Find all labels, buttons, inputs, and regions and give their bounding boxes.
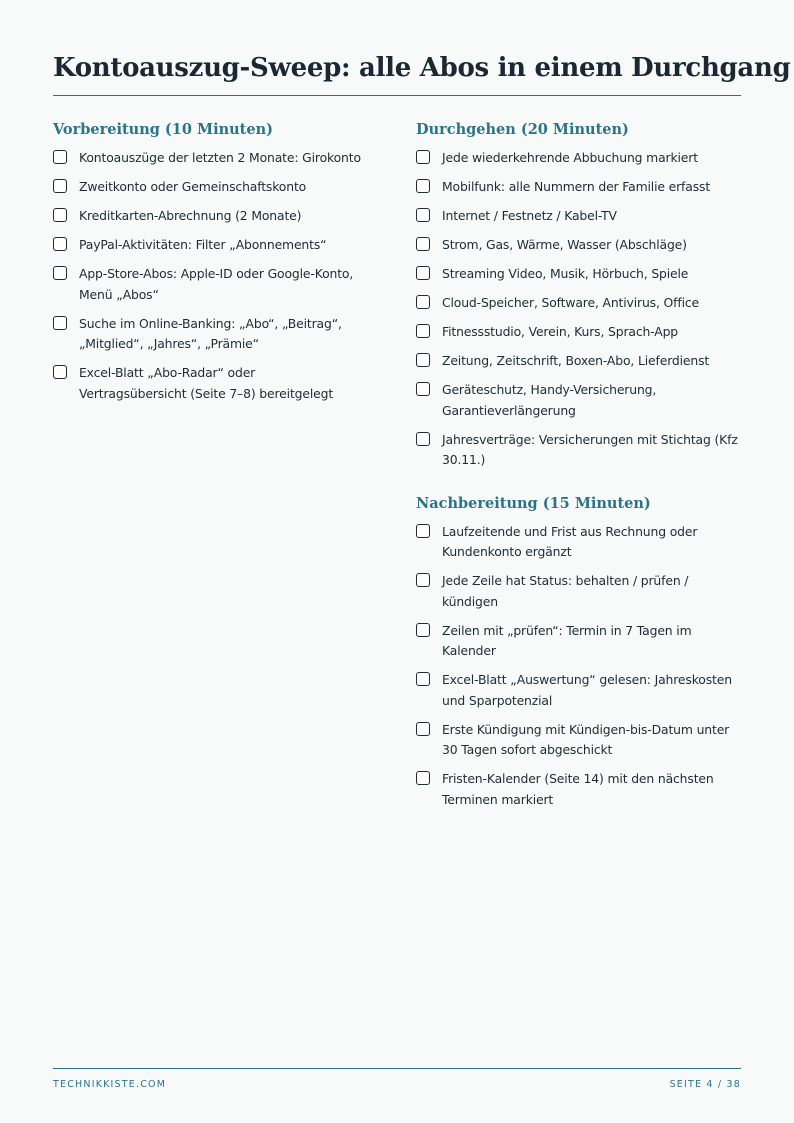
checklist-item-label: Cloud-Speicher, Software, Antivirus, Office [442,295,700,310]
checkbox[interactable] [53,179,67,193]
checkbox[interactable] [416,623,430,637]
checkbox[interactable] [416,771,430,785]
checkbox[interactable] [53,208,67,222]
checklist-item [416,264,741,285]
checkbox[interactable] [416,150,430,164]
checklist-item [416,522,741,563]
checkbox[interactable] [416,179,430,193]
checklist-item [416,720,741,761]
checklist-item [416,177,741,198]
checklist-item-label: Zweitkonto oder Gemeinschaftskonto [79,179,307,194]
page-title: Kontoauszug-Sweep: alle Abos in einem Durchgang [53,53,791,83]
checklist-item [416,380,741,421]
checklist [416,148,741,471]
checklist [53,148,363,404]
footer-page-number: SEITE 4 / 38 [669,1079,741,1090]
checkbox[interactable] [416,324,430,338]
left-column [53,120,363,413]
checklist-item-label: Jede wiederkehrende Abbuchung markiert [442,150,698,165]
checklist-item [416,769,741,810]
checklist-item-label: Mobilfunk: alle Nummern der Familie erfasst [442,179,711,194]
checkbox[interactable] [53,316,67,330]
checklist-item-label: Jahresverträge: Versicherungen mit Stichtag (Kfz 30.11.) [442,431,738,467]
checkbox[interactable] [416,353,430,367]
checklist-item [416,670,741,711]
checklist-item [416,351,741,372]
checklist-item-label: Internet / Festnetz / Kabel-TV [442,208,617,223]
checklist-item-label: PayPal-Aktivitäten: Filter „Abonnements“ [79,237,327,252]
checklist-item-label: Strom, Gas, Wärme, Wasser (Abschläge) [442,237,687,252]
checklist-item-label: Kontoauszüge der letzten 2 Monate: Girokonto [79,150,361,165]
checklist-item [53,148,363,169]
checkbox[interactable] [53,266,67,280]
title-divider [53,95,741,96]
checklist-section [416,120,741,471]
footer-divider [53,1068,741,1069]
checklist-item [53,206,363,227]
checklist-item [53,264,363,305]
checkbox[interactable] [416,432,430,446]
checklist-section [416,494,741,811]
checklist-item [416,322,741,343]
checklist-item [53,314,363,355]
checklist-section [53,120,363,404]
checklist-item-label: App-Store-Abos: Apple-ID oder Google-Konto, Menü „Abos“ [79,266,354,302]
section-heading: Nachbereitung (15 Minuten) [416,494,651,512]
checklist-item-label: Streaming Video, Musik, Hörbuch, Spiele [442,266,689,281]
page [53,0,791,1123]
checkbox[interactable] [53,237,67,251]
checklist [416,522,741,811]
checklist-item-label: Zeilen mit „prüfen“: Termin in 7 Tagen im Kalender [442,622,692,658]
checkbox[interactable] [416,382,430,396]
checkbox[interactable] [416,295,430,309]
checklist-item-label: Fitnessstudio, Verein, Kurs, Sprach-App [442,324,679,339]
section-heading: Durchgehen (20 Minuten) [416,121,629,138]
checkbox[interactable] [416,722,430,736]
checkbox[interactable] [53,150,67,164]
checklist-item-label: Excel-Blatt „Auswertung“ gelesen: Jahreskosten und Sparpotenzial [442,672,732,708]
checklist-item-label: Jede Zeile hat Status: behalten / prüfen / kündigen [442,573,689,609]
checklist-item [416,235,741,256]
checklist-item-label: Zeitung, Zeitschrift, Boxen-Abo, Lieferdienst [442,353,710,368]
checklist-item [53,177,363,198]
checkbox[interactable] [416,524,430,538]
checkbox[interactable] [416,672,430,686]
checkbox[interactable] [416,573,430,587]
checklist-item [416,293,741,314]
checklist-item [53,235,363,256]
checklist-item-label: Fristen-Kalender (Seite 14) mit den nächsten Terminen markiert [442,771,714,807]
checklist-item-label: Geräteschutz, Handy-Versicherung, Garantieverlängerung [442,382,657,418]
checkbox[interactable] [416,237,430,251]
checklist-item [53,363,363,404]
checklist-item-label: Laufzeitende und Frist aus Rechnung oder Kundenkonto ergänzt [442,523,698,559]
checklist-item-label: Suche im Online-Banking: „Abo“, „Beitrag“, „Mitglied“, „Jahres“, „Prämie“ [79,315,342,351]
checklist-item-label: Erste Kündigung mit Kündigen-bis-Datum unter 30 Tagen sofort abgeschickt [442,721,730,757]
checklist-item-label: Excel-Blatt „Abo-Radar“ oder Vertragsübersicht (Seite 7–8) bereitgelegt [79,365,334,401]
checklist-item [416,148,741,169]
checklist-item-label: Kreditkarten-Abrechnung (2 Monate) [79,208,302,223]
section-heading: Vorbereitung (10 Minuten) [53,121,273,138]
checkbox[interactable] [416,266,430,280]
checklist-item [416,621,741,662]
checkbox[interactable] [416,208,430,222]
footer-site: TECHNIKKISTE.COM [53,1079,167,1090]
right-column [416,120,741,819]
checkbox[interactable] [53,365,67,379]
checklist-item [416,206,741,227]
checklist-item [416,571,741,612]
checklist-item [416,430,741,471]
